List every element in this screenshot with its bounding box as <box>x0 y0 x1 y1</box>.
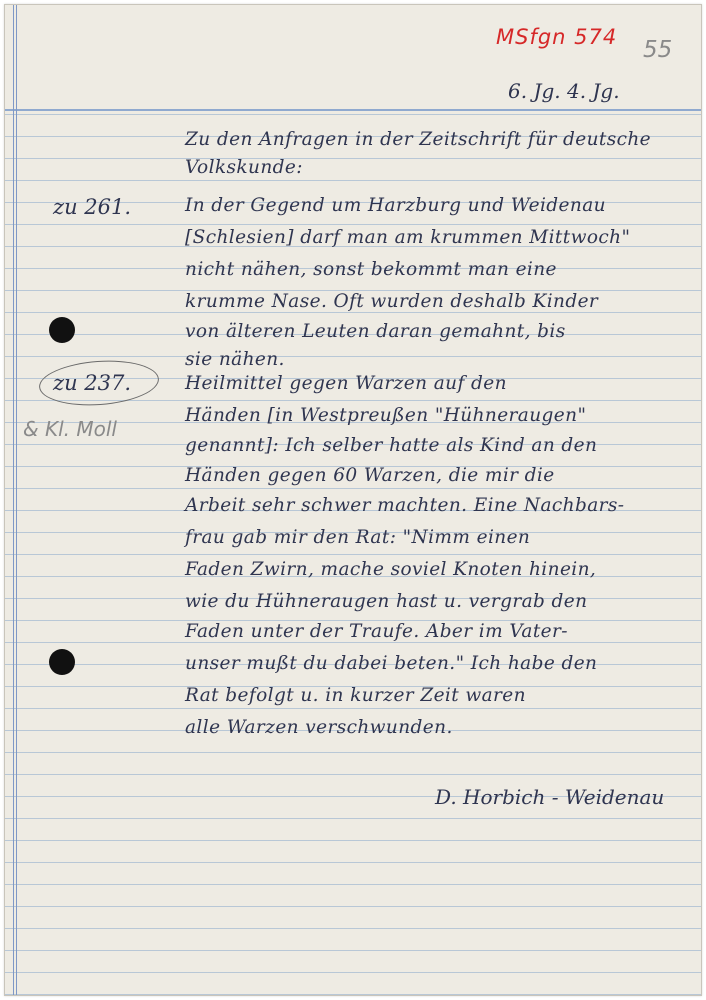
entry-reference: zu 261. <box>53 195 132 219</box>
margin-line <box>16 5 17 995</box>
entry-line: sie nähen. <box>185 349 285 370</box>
date: 6. Jg. 4. Jg. <box>508 79 620 103</box>
intro-line: Zu den Anfragen in der Zeitschrift für deutsche <box>185 129 652 150</box>
entry-line: Rat befolgt u. in kurzer Zeit waren <box>185 685 526 706</box>
page-number: 55 <box>643 37 673 63</box>
intro-line: Volkskunde: <box>185 157 303 178</box>
pencil-note: & Kl. Moll <box>23 417 117 441</box>
entry-line: wie du Hühneraugen hast u. vergrab den <box>185 591 588 612</box>
entry-line: Händen gegen 60 Warzen, die mir die <box>185 465 555 486</box>
entry-line: krumme Nase. Oft wurden deshalb Kinder <box>185 291 599 312</box>
entry-line: alle Warzen verschwunden. <box>185 717 453 738</box>
archive-code: MSfgn 574 <box>496 25 618 49</box>
punch-hole <box>49 317 75 343</box>
entry-line: In der Gegend um Harzburg und Weidenau <box>185 195 606 216</box>
entry-line: Arbeit sehr schwer machten. Eine Nachbars- <box>185 495 625 516</box>
entry-line: von älteren Leuten daran gemahnt, bis <box>185 321 566 342</box>
entry-line: Faden Zwirn, mache soviel Knoten hinein, <box>185 559 597 580</box>
header-rule <box>5 109 701 111</box>
entry-line: nicht nähen, sonst bekommt man eine <box>185 259 557 280</box>
notebook-page <box>4 4 702 996</box>
margin-line <box>13 5 14 995</box>
entry-line: Faden unter der Traufe. Aber im Vater- <box>185 621 568 642</box>
entry-line: genannt]: Ich selber hatte als Kind an den <box>185 435 598 456</box>
entry-line: Heilmittel gegen Warzen auf den <box>185 373 507 394</box>
entry-reference: zu 237. <box>53 371 132 395</box>
entry-line: unser mußt du dabei beten." Ich habe den <box>185 653 598 674</box>
signature: D. Horbich - Weidenau <box>435 785 665 809</box>
entry-line: Händen [in Westpreußen "Hühneraugen" <box>185 405 587 426</box>
entry-line: frau gab mir den Rat: "Nimm einen <box>185 527 531 548</box>
punch-hole <box>49 649 75 675</box>
entry-line: [Schlesien] darf man am krummen Mittwoch" <box>185 227 631 248</box>
